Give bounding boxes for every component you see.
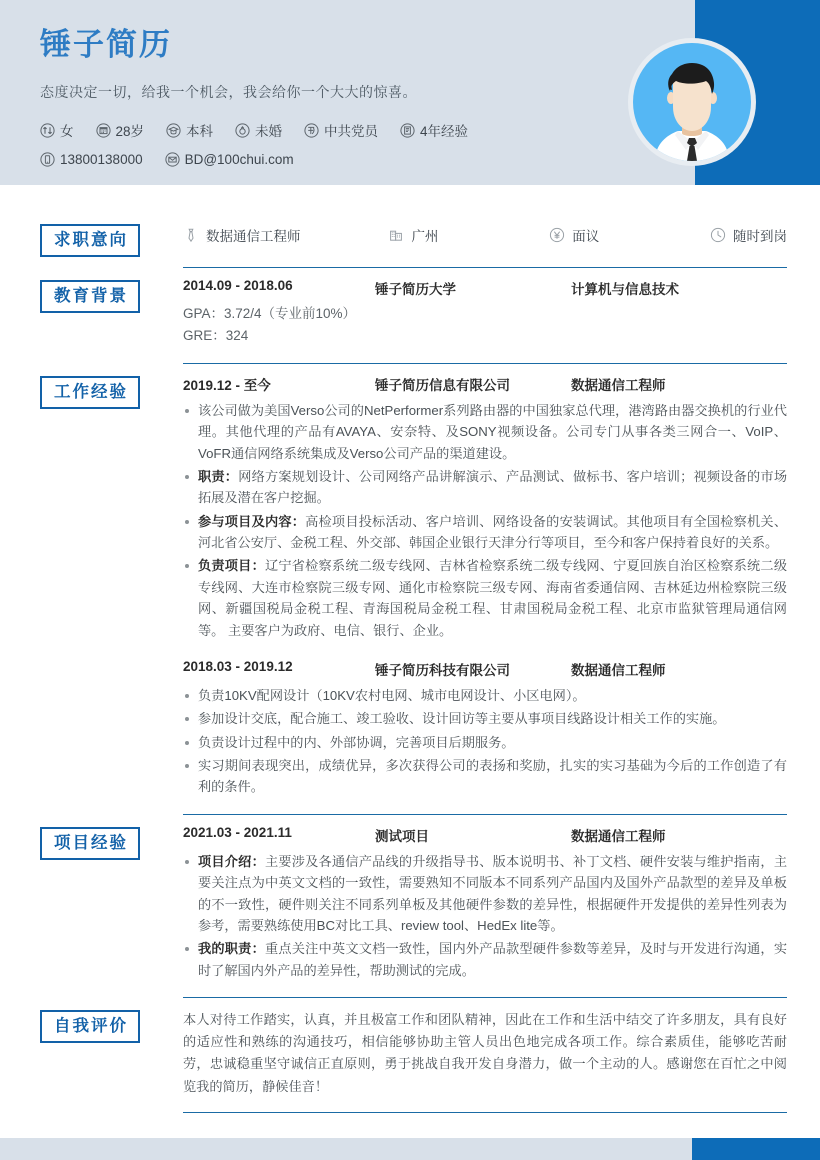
- work-entry: [183, 374, 787, 641]
- info-experience-label: 4年经验: [420, 124, 469, 140]
- entry-head: [183, 374, 787, 394]
- section-body-project: [183, 825, 787, 987]
- entry-head: [183, 659, 787, 679]
- info-email: [165, 152, 294, 167]
- education-sublines: [183, 304, 787, 347]
- footer-accent-bar: [692, 1138, 820, 1160]
- entry-date: 2018.03 - 2019.12: [183, 658, 293, 674]
- info-education-label: 本科: [186, 124, 214, 140]
- info-political-label: 中共党员: [324, 124, 379, 140]
- header-slogan: 态度决定一切，给我一个机会，我会给你一个大大的惊喜。: [40, 84, 417, 101]
- project-entry: [183, 825, 787, 981]
- personal-info-row-1: [40, 120, 600, 140]
- info-experience: [400, 120, 468, 140]
- clock-icon: [710, 227, 726, 243]
- info-political: [304, 120, 378, 140]
- entry-organization: 锤子简历信息有限公司: [375, 377, 510, 393]
- entry-head: [183, 278, 787, 298]
- gender-icon: [40, 123, 55, 138]
- entry-role: 数据通信工程师: [571, 377, 666, 393]
- job-intent-city: [388, 225, 549, 245]
- bullet-text: 负责10KV配网设计（10KV农村电网、城市电网设计、小区电网）。: [198, 687, 586, 703]
- avatar: [628, 38, 756, 166]
- entry-role: 数据通信工程师: [571, 828, 666, 844]
- entry-role: 数据通信工程师: [571, 662, 666, 678]
- page-title: 锤子简历: [40, 27, 172, 62]
- list-item: [183, 938, 787, 981]
- section-project: [0, 825, 820, 987]
- job-intent-position-label: 数据通信工程师: [206, 229, 301, 244]
- entry-date: 2019.12 - 至今: [183, 377, 271, 393]
- info-email-label: BD@100chui.com: [184, 152, 294, 168]
- section-label-education: 教育背景: [40, 280, 140, 313]
- info-marital: [235, 120, 282, 140]
- section-body-work: [183, 374, 787, 804]
- divider-after-job-intent: [183, 267, 787, 268]
- job-intent-salary-label: 面议: [572, 229, 600, 244]
- bullet-text: 辽宁省检察系统二级专线网、吉林省检察系统二级专线网、宁夏回族自治区检察系统二级专线网、大连市检察院三级专网、通化市检察院三级专网、海南省委通信网、吉林延边州检察院三级网、新疆国税局金税工程、青海国税局金税工程、甘肃国税局金税工程、北京市监狱管理局通信网等。 主要客户为政府、电信、银行、企业。: [198, 558, 788, 638]
- bullet-text: 参加设计交底，配合施工、竣工验收、设计回访等主要从事项目线路设计相关工作的实施。: [198, 711, 726, 727]
- entry-date: 2021.03 - 2021.11: [183, 824, 292, 840]
- section-body-education: [183, 278, 787, 353]
- section-label-evaluation: 自我评价: [40, 1010, 140, 1043]
- info-education: [166, 120, 213, 140]
- list-item: [183, 466, 787, 509]
- avatar-person-illustration: [633, 43, 751, 161]
- job-intent-salary: [549, 225, 710, 245]
- section-label-col-evaluation: [40, 1008, 183, 1043]
- list-item: [183, 685, 787, 706]
- bullet-lead: 职责：: [198, 468, 239, 484]
- ring-icon: [235, 123, 250, 138]
- info-phone-label: 13800138000: [60, 152, 143, 168]
- section-label-col-job-intent: [40, 222, 183, 257]
- building-icon: [388, 227, 404, 243]
- bullet-lead: 我的职责：: [198, 941, 265, 957]
- section-label-job-intent: 求职意向: [40, 224, 140, 257]
- list-item: [183, 732, 787, 753]
- list-item: [183, 755, 787, 798]
- section-label-project: 项目经验: [40, 827, 140, 860]
- bullet-lead: 项目介绍：: [198, 853, 265, 869]
- section-body-job-intent: [183, 222, 787, 249]
- entry-organization: 锤子简历科技有限公司: [375, 662, 510, 678]
- calendar-icon: [96, 123, 111, 138]
- content-top-spacer: [0, 185, 820, 222]
- page-footer: [0, 1138, 820, 1160]
- bullet-text: 重点关注中英文文档一致性，国内外产品款型硬件参数等差异，及时与开发进行沟通，实时了解国内外产品的差异性，帮助测试的完成。: [198, 941, 788, 978]
- list-item: [183, 851, 787, 937]
- list-item: [183, 555, 787, 641]
- section-label-work: 工作经验: [40, 376, 140, 409]
- entry-head: [183, 825, 787, 845]
- bullet-lead: 参与项目及内容：: [198, 513, 306, 529]
- info-marital-label: 未婚: [255, 124, 283, 140]
- entry-role: 计算机与信息技术: [571, 281, 679, 297]
- list-item: [183, 511, 787, 554]
- section-label-col-education: [40, 278, 183, 313]
- bullet-text: 实习期间表现突出，成绩优异，多次获得公司的表扬和奖励，扎实的实习基础为今后的工作创造了有利的条件。: [198, 758, 787, 795]
- work-entry: [183, 659, 787, 798]
- job-intent-position: [183, 225, 388, 245]
- bullet-text: 高检项目投标活动、客户培训、网络设备的安装调试。其他项目有全国检察机关、河北省公安厅、金税工程、外交部、韩国企业银行天津分行等项目，至今和客户保持着良好的关系。: [198, 513, 788, 551]
- phone-icon: [40, 152, 55, 167]
- info-gender: [40, 120, 74, 140]
- education-gre: GRE：324: [183, 327, 249, 343]
- resume-body: [0, 185, 820, 1113]
- yen-icon: [549, 227, 565, 243]
- section-evaluation: [0, 1008, 820, 1102]
- divider-after-project: [183, 997, 787, 998]
- divider-after-education: [183, 363, 787, 364]
- bullet-text: 主要涉及各通信产品线的升级指导书、版本说明书、补丁文档、硬件安装与维护指南，主要关注点为中英文文档的一致性，需要熟知不同版本不同系列产品国内及国外产品款型的差异及单板的不一致性，硬件则关注不同系列单板及其他硬件参数的差异性，根据硬件开发提供的差异性列表为参考，需要熟练使用BC对比工具、review tool、HedEx lite等。: [198, 853, 788, 933]
- job-intent-row: [183, 222, 787, 245]
- info-age: [96, 120, 145, 140]
- info-phone: [40, 152, 143, 167]
- section-body-evaluation: [183, 1008, 787, 1102]
- tie-icon: [183, 227, 199, 243]
- section-label-col-work: [40, 374, 183, 409]
- project-bullet-list: [183, 851, 787, 981]
- bullet-text: 网络方案规划设计、公司网络产品讲解演示、产品测试、做标书、客户培训；视频设备的市场拓展及潜在客户挖掘。: [198, 468, 788, 506]
- evaluation-text: 本人对待工作踏实，认真，并且极富工作和团队精神，因此在工作和生活中结交了许多朋友，具有良好的适应性和熟练的沟通技巧，相信能够协助主管人员出色地完成各项工作。综合素质佳，能够吃苦耐劳，忠诚稳重坚守诚信正直原则，勇于挑战自我开发自身潜力，做一个主动的人。感谢您在百忙之中阅览我的简历，静候佳音！: [183, 1012, 787, 1094]
- entry-organization: 锤子简历大学: [375, 281, 456, 297]
- work-bullet-list: [183, 400, 787, 641]
- resume-header: [0, 0, 820, 185]
- entry-date: 2014.09 - 2018.06: [183, 277, 293, 293]
- info-age-label: 28岁: [115, 124, 145, 140]
- section-label-col-project: [40, 825, 183, 860]
- job-intent-availability-label: 随时到岗: [733, 229, 787, 244]
- entry-organization: 测试项目: [375, 828, 429, 844]
- party-icon: [304, 123, 319, 138]
- info-gender-label: 女: [60, 124, 74, 140]
- bullet-text: 负责设计过程中的内、外部协调，完善项目后期服务。: [198, 734, 515, 750]
- list-item: [183, 400, 787, 464]
- list-item: [183, 708, 787, 729]
- section-work: [0, 374, 820, 804]
- bullet-lead: 负责项目：: [198, 558, 265, 574]
- education-entry: [183, 278, 787, 347]
- work-bullet-list: [183, 685, 787, 798]
- job-intent-city-label: 广州: [411, 229, 439, 244]
- graduation-icon: [166, 123, 181, 138]
- header-text-block: [40, 28, 600, 179]
- document-icon: [400, 123, 415, 138]
- avatar-photo: [633, 43, 751, 161]
- section-education: [0, 278, 820, 353]
- section-job-intent: [0, 222, 820, 257]
- education-gpa: GPA：3.72/4（专业前10%）: [183, 305, 357, 321]
- personal-info-row-2: [40, 152, 600, 167]
- divider-after-evaluation: [183, 1112, 787, 1113]
- mail-icon: [165, 152, 180, 167]
- job-intent-availability: [710, 225, 787, 245]
- bullet-text: 该公司做为美国Verso公司的NetPerformer系列路由器的中国独家总代理，港湾路由器交换机的行业代理。其他代理的产品有AVAYA、安奈特、及SONY视频设备。公司专门从事各类三网合一、VoIP、VoFR通信网络系统集成及Verso公司产品的渠道建设。: [198, 402, 787, 461]
- divider-after-work: [183, 814, 787, 815]
